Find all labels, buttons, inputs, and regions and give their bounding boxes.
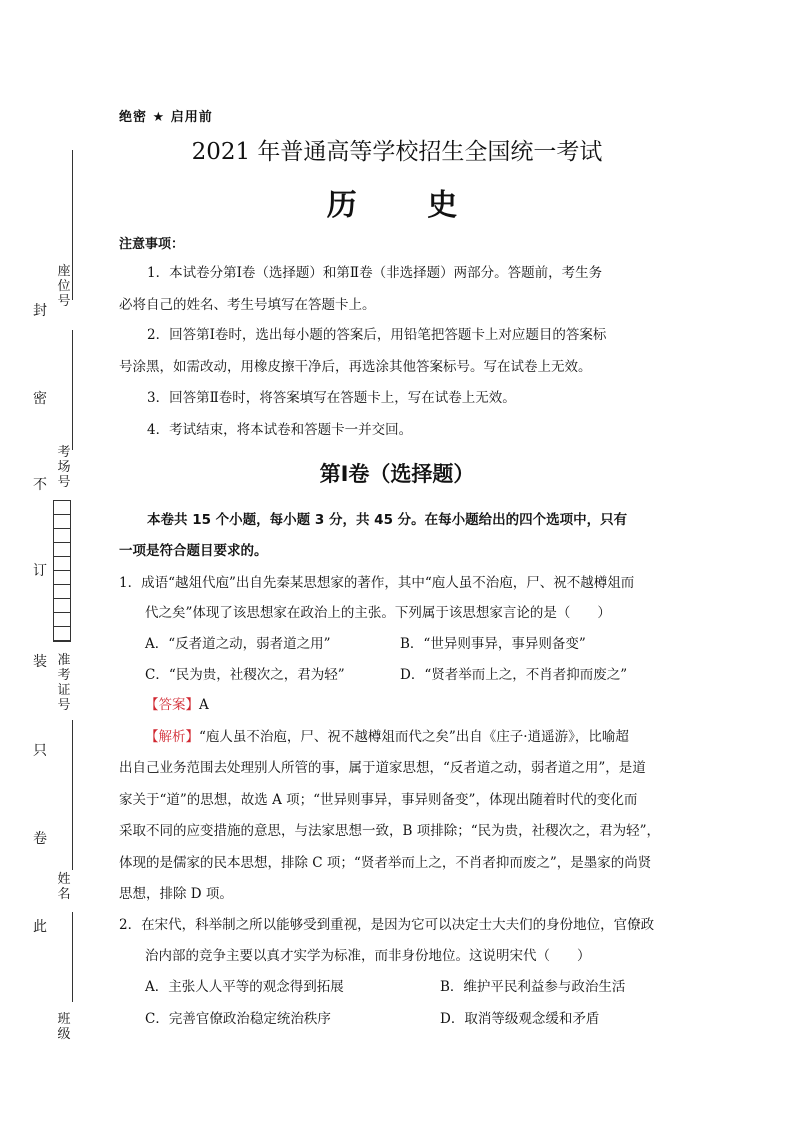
q1-analysis-line: 体现的是儒家的民本思想，排除 C 项；“贤者举而上之，不肖者抑而废之”，是墨家的尚贤	[119, 855, 652, 871]
q1-analysis	[145, 729, 629, 745]
margin-line	[72, 150, 73, 300]
margin-line	[72, 720, 73, 870]
seal-char-1: 封	[33, 303, 47, 319]
notice-line: 号涂黑，如需改动，用橡皮擦干净后，再选涂其他答案标号。写在试卷上无效。	[119, 359, 592, 375]
section-intro: 本卷共 15 个小题，每小题 3 分，共 45 分。在每小题给出的四个选项中，只有	[147, 512, 628, 528]
q1-option-a: A．“反者道之动，弱者道之用”	[145, 636, 331, 652]
analysis-text: “庖人虽不治庖，尸、祝不越樽俎而代之矣”出自《庄子·逍遥游》，比喻超	[199, 729, 629, 745]
answer-tag: 【答案】	[145, 697, 199, 713]
q1-option-b: B．“世异则事异，事异则备变”	[400, 636, 586, 652]
margin-line	[72, 330, 73, 450]
notice-line: 2．回答第Ⅰ卷时，选出每小题的答案后，用铅笔把答题卡上对应题目的答案标	[147, 327, 607, 343]
notice-line: 1．本试卷分第Ⅰ卷（选择题）和第Ⅱ卷（非选择题）两部分。答题前，考生务	[147, 265, 603, 281]
q1-stem: 1．成语“越俎代庖”出自先秦某思想家的著作，其中“庖人虽不治庖，尸、祝不越樽俎而	[119, 575, 635, 591]
q1-analysis-line: 思想，排除 D 项。	[119, 886, 233, 902]
analysis-tag: 【解析】	[145, 729, 199, 745]
seal-char-4: 订	[33, 563, 47, 579]
id-number-grid[interactable]	[53, 500, 71, 642]
q2-option-b: B．维护平民利益参与政治生活	[440, 979, 626, 995]
exam-title: 2021 年普通高等学校招生全国统一考试	[191, 139, 603, 165]
q1-answer	[145, 697, 209, 713]
notice-heading: 注意事项：	[119, 237, 185, 252]
seal-char-8: 此	[33, 919, 47, 935]
section-title: 第Ⅰ卷（选择题）	[319, 462, 475, 486]
secret-mark: 绝密 ★ 启用前	[119, 110, 213, 125]
answer-value: A	[199, 697, 209, 713]
name-label: 姓名	[57, 872, 71, 902]
q2-option-a: A．主张人人平等的观念得到拓展	[145, 979, 344, 995]
class-label: 班级	[57, 1012, 71, 1042]
exam-room-label: 考场号	[57, 445, 71, 490]
q1-option-d: D．“贤者举而上之，不肖者抑而废之”	[400, 667, 628, 683]
q1-option-c: C．“民为贵，社稷次之，君为轻”	[145, 667, 345, 683]
notice-line: 3．回答第Ⅱ卷时，将答案填写在答题卡上，写在试卷上无效。	[147, 390, 516, 406]
q2-stem: 治内部的竞争主要以真才实学为标准，而非身份地位。这说明宋代（ ）	[145, 948, 591, 964]
margin-line	[72, 912, 73, 1002]
q2-option-c: C．完善官僚政治稳定统治秩序	[145, 1011, 331, 1027]
seal-char-3: 不	[33, 477, 47, 493]
q1-analysis-line: 出自己业务范围去处理别人所管的事，属于道家思想，“反者道之动，弱者道之用”，是道	[119, 760, 646, 776]
q1-stem: 代之矣”体现了该思想家在政治上的主张。下列属于该思想家言论的是（ ）	[145, 605, 611, 621]
seal-char-6: 只	[33, 743, 47, 759]
q2-stem: 2．在宋代，科举制之所以能够受到重视，是因为它可以决定士大夫们的身份地位，官僚政	[119, 917, 655, 933]
seal-char-5: 装	[33, 654, 47, 670]
seal-char-7: 卷	[33, 831, 47, 847]
seal-char-2: 密	[33, 391, 47, 407]
notice-line: 必将自己的姓名、考生号填写在答题卡上。	[119, 297, 376, 313]
admission-number-label: 准考证号	[57, 653, 71, 713]
notice-line: 4．考试结束，将本试卷和答题卡一并交回。	[147, 422, 413, 438]
q1-analysis-line: 家关于“道”的思想，故选 A 项；“世异则事异，事异则备变”，体现出随着时代的变化而	[119, 792, 638, 808]
section-intro: 一项是符合题目要求的。	[119, 543, 268, 559]
q1-analysis-line: 采取不同的应变措施的意思，与法家思想一致，B 项排除；“民为贵，社稷次之，君为轻”，	[119, 823, 661, 839]
seat-number-label: 座位号	[57, 264, 71, 309]
q2-option-d: D．取消等级观念缓和矛盾	[440, 1011, 600, 1027]
subject-title: 历 史	[326, 188, 488, 223]
